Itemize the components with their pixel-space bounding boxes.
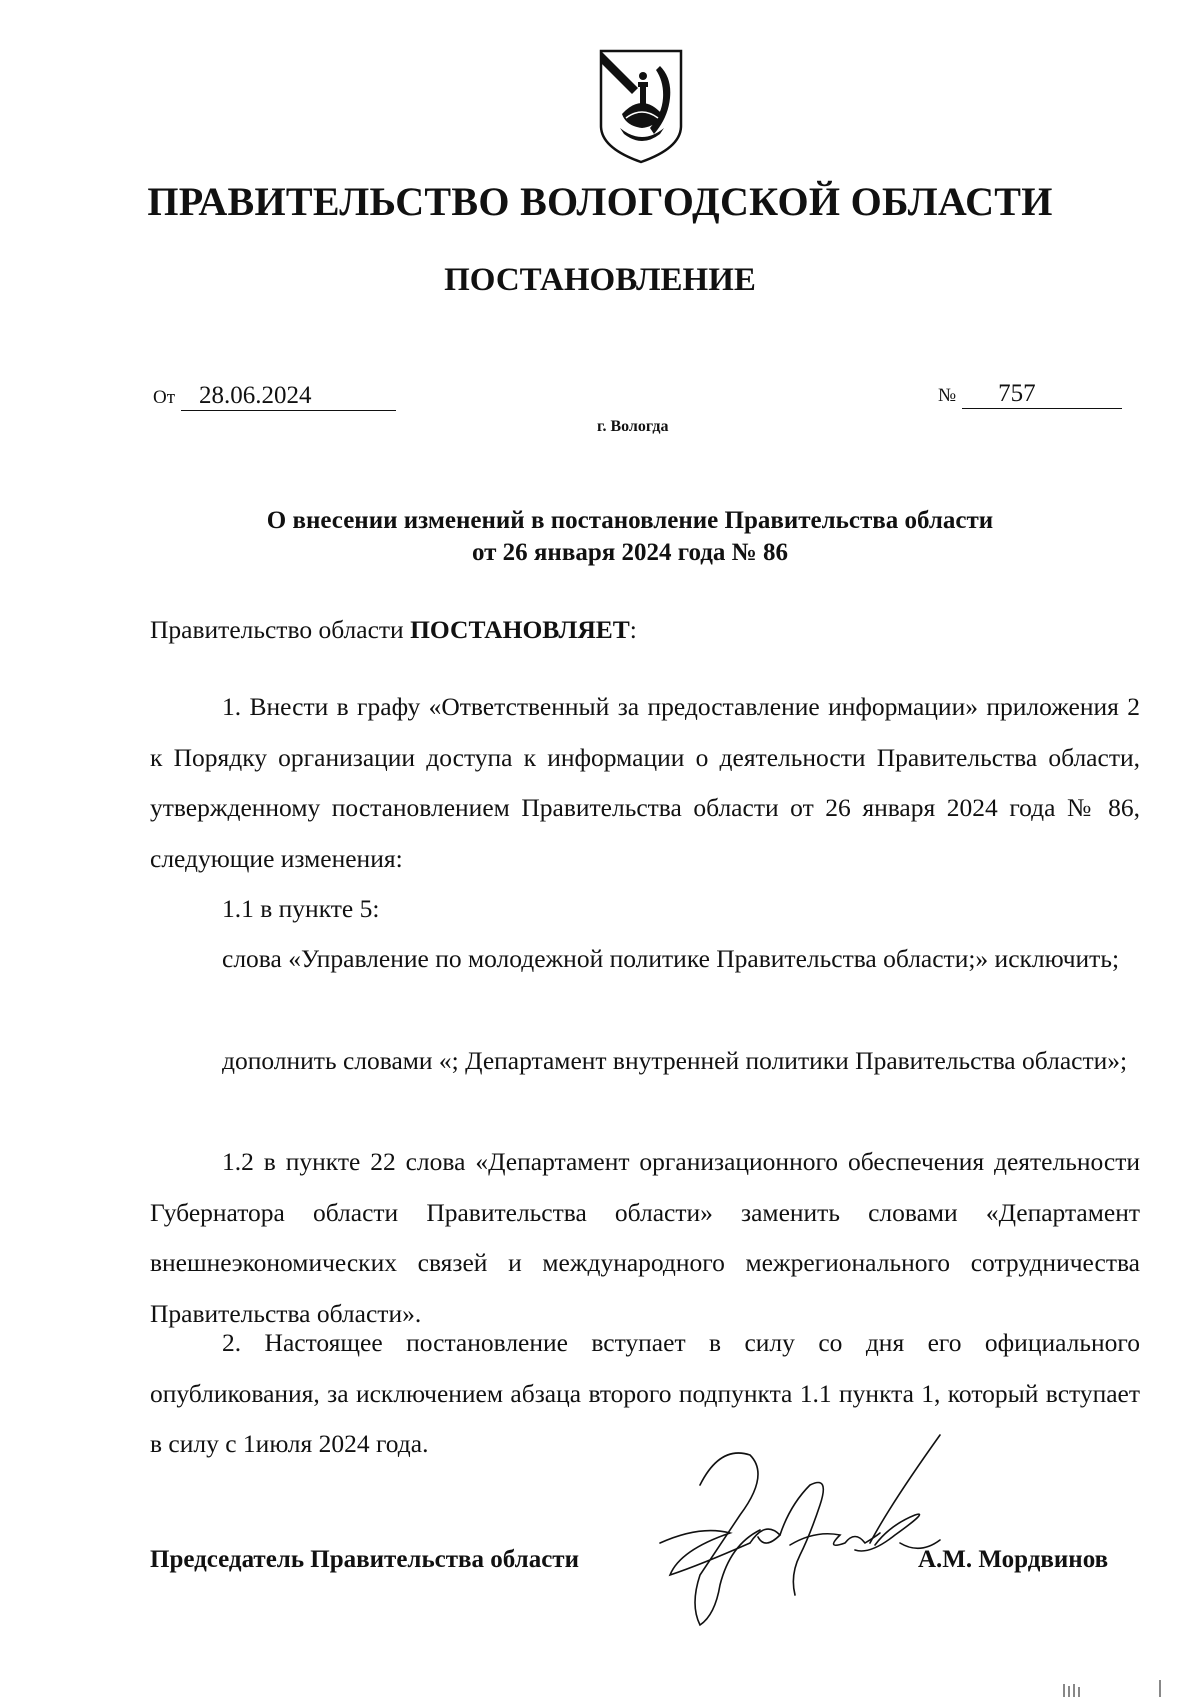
preamble-decree-word: ПОСТАНОВЛЯЕТ xyxy=(410,615,630,644)
title-line-2: от 26 января 2024 года № 86 xyxy=(471,539,789,566)
handwritten-signature xyxy=(640,1425,970,1635)
paragraph-1-1-a: слова «Управление по молодежной политике Правительства области;» исключить; xyxy=(222,944,1120,973)
number-value: 757 xyxy=(962,380,1122,409)
paragraph-2: 2. Настоящее постановление вступает в силу со дня его официального опубликования, за исключением абзаца второго подпункта 1.1 пункта 1, который вступает в силу с 1июля 2024 года. xyxy=(150,1328,1140,1458)
city-label: г. Вологда xyxy=(597,418,669,435)
number-field xyxy=(938,380,1122,409)
preamble-text: Правительство области xyxy=(150,615,411,644)
signer-position: Председатель Правительства области xyxy=(150,1546,579,1573)
paragraph-1-2: 1.2 в пункте 22 слова «Департамент организационного обеспечения деятельности Губернатора области Правительства области» заменить словами «Департамент внешнеэкономических связей и международного межрегионального сотрудничества Правительства области». xyxy=(150,1147,1140,1328)
date-field xyxy=(153,382,396,411)
coat-of-arms-emblem xyxy=(598,48,684,164)
paragraph-1: 1. Внести в графу «Ответственный за предоставление информации» приложения 2 к Порядку организации доступа к информации о деятельности Правительства области, утвержденному постановлением Правительства области от 26 января 2024 года № 86, следующие изменения: xyxy=(150,692,1140,873)
date-value: 28.06.2024 xyxy=(181,382,396,411)
document-title xyxy=(150,505,1110,569)
document-type-heading: ПОСТАНОВЛЕНИЕ xyxy=(444,262,756,298)
scan-tick-marks xyxy=(1060,1678,1170,1697)
paragraph-1-1-b: дополнить словами «; Департамент внутренней политики Правительства области»; xyxy=(222,1046,1128,1075)
date-label: От xyxy=(153,387,176,408)
preamble-colon: : xyxy=(629,615,637,644)
organization-heading: ПРАВИТЕЛЬСТВО ВОЛОГОДСКОЙ ОБЛАСТИ xyxy=(147,179,1053,224)
number-label: № xyxy=(938,385,957,406)
title-line-1: О внесении изменений в постановление Правительства области xyxy=(266,507,994,534)
signer-name: А.М. Мордвинов xyxy=(918,1546,1109,1573)
preamble xyxy=(150,605,1140,656)
paragraph-1-1: 1.1 в пункте 5: xyxy=(222,894,380,923)
